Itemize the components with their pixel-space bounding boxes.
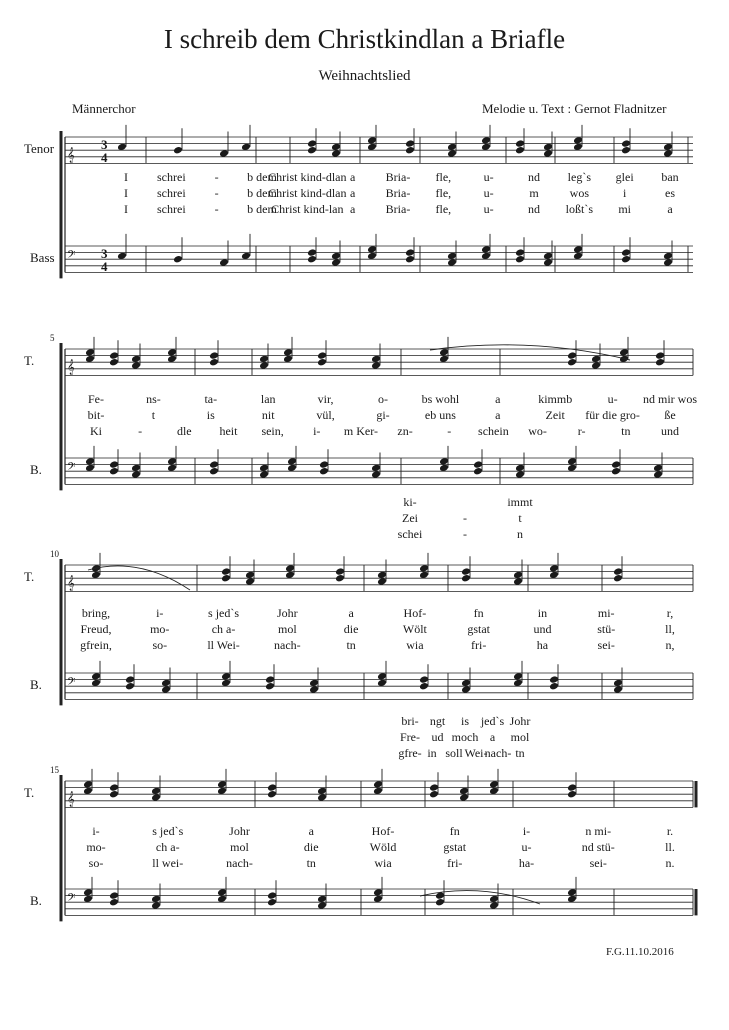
lyric-syllable: n mi- xyxy=(585,824,612,838)
notehead xyxy=(221,574,231,583)
lyric-syllable: b dem xyxy=(247,202,277,216)
notehead xyxy=(429,790,439,799)
time-signature-top: 3 xyxy=(101,246,108,261)
notehead xyxy=(405,146,415,155)
lyric-syllable: b dem xyxy=(247,170,277,184)
lyric-syllable: Fre- xyxy=(400,730,420,744)
lyric-syllable: I xyxy=(124,202,128,216)
staff-label-lower: B. xyxy=(30,677,42,692)
lyric-syllable: t xyxy=(151,408,156,422)
notehead xyxy=(567,790,577,799)
notehead xyxy=(461,567,471,576)
lyric-syllable: die xyxy=(343,622,359,636)
treble-clef-icon: 𝄞 xyxy=(67,359,75,374)
measure-number: 10 xyxy=(50,549,59,559)
notehead xyxy=(611,467,621,476)
notehead xyxy=(567,358,577,367)
lyric-syllable: glei xyxy=(615,170,634,184)
lyric-syllable: tn xyxy=(346,638,356,652)
lyric-syllable: die xyxy=(303,840,319,854)
notehead xyxy=(613,567,623,576)
subtitle: Weihnachtslied xyxy=(318,68,411,84)
notehead xyxy=(405,255,415,264)
lyric-syllable: u- xyxy=(521,840,532,854)
lyric-syllable: is xyxy=(460,714,470,728)
lyric-syllable: ll. xyxy=(665,840,675,854)
lyric-syllable: eb uns xyxy=(424,408,456,422)
measure-number: 5 xyxy=(50,333,55,343)
notehead xyxy=(307,146,317,155)
notehead xyxy=(335,574,345,583)
notehead xyxy=(473,460,483,469)
lyric-syllable: ll wei- xyxy=(152,856,184,870)
lyric-syllable: wo- xyxy=(528,424,547,438)
notehead xyxy=(109,358,119,367)
lyric-syllable: i- xyxy=(92,824,100,838)
notehead xyxy=(461,574,471,583)
lyric-syllable: a xyxy=(495,408,501,422)
notehead xyxy=(109,783,119,792)
lyric-syllable: ngt xyxy=(429,714,446,728)
notehead xyxy=(109,460,119,469)
lyric-syllable: mol xyxy=(510,730,530,744)
lyric-syllable: lan xyxy=(260,392,276,406)
lyric-syllable: vül, xyxy=(316,408,335,422)
notehead xyxy=(405,139,415,148)
lyric-syllable: ta- xyxy=(204,392,218,406)
notehead xyxy=(209,358,219,367)
lyric-syllable: nach- xyxy=(226,856,253,870)
staff-label-lower: B. xyxy=(30,893,42,908)
treble-clef-icon: 𝄞 xyxy=(67,147,75,162)
lyric-syllable: is xyxy=(206,408,215,422)
lyric-syllable: ban xyxy=(661,170,679,184)
lyric-syllable: schei xyxy=(397,527,423,541)
lyric-syllable: fle, xyxy=(435,170,452,184)
lyric-syllable: a xyxy=(667,202,673,216)
lyric-syllable: zn- xyxy=(397,424,413,438)
treble-clef-icon: 𝄞 xyxy=(67,791,75,806)
notehead xyxy=(613,574,623,583)
lyric-syllable: Hof- xyxy=(403,606,427,620)
lyric-syllable: heit xyxy=(219,424,238,438)
lyric-syllable: mol xyxy=(277,622,297,636)
lyric-syllable: I xyxy=(124,186,128,200)
notehead xyxy=(515,139,525,148)
lyric-syllable: jed`s xyxy=(480,714,505,728)
lyric-syllable: soll xyxy=(445,746,463,760)
notehead xyxy=(209,467,219,476)
lyric-syllable: ns- xyxy=(146,392,161,406)
lyric-syllable: nd stü- xyxy=(581,840,615,854)
notehead xyxy=(317,351,327,360)
lyric-syllable: so- xyxy=(88,856,104,870)
lyric-syllable: a xyxy=(350,170,356,184)
lyric-syllable: u- xyxy=(483,202,494,216)
lyric-syllable: mi- xyxy=(597,606,615,620)
bass-clef-icon: 𝄢 xyxy=(67,460,76,475)
lyric-syllable: - xyxy=(447,424,452,438)
title: I schreib dem Christkindlan a Briafle xyxy=(163,24,566,54)
lyric-syllable: schrei xyxy=(157,170,186,184)
notehead xyxy=(515,248,525,257)
notehead xyxy=(267,790,277,799)
notehead xyxy=(109,790,119,799)
lyric-syllable: u- xyxy=(483,170,494,184)
lyric-syllable: fle, xyxy=(435,186,452,200)
lyric-syllable: schrei xyxy=(157,202,186,216)
notehead xyxy=(125,675,135,684)
lyric-syllable: a xyxy=(350,186,356,200)
lyric-syllable: bri- xyxy=(401,714,419,728)
lyric-syllable: nach- xyxy=(484,746,512,760)
lyric-syllable: t xyxy=(518,511,522,525)
lyric-syllable: n, xyxy=(665,638,675,652)
lyric-syllable: m Ker- xyxy=(343,424,378,438)
lyric-syllable: ll Wei- xyxy=(207,638,240,652)
lyric-syllable: und xyxy=(533,622,552,636)
notehead xyxy=(611,460,621,469)
notehead xyxy=(307,255,317,264)
lyric-syllable: schein xyxy=(478,424,509,438)
lyric-syllable: a xyxy=(350,202,356,216)
notehead xyxy=(473,467,483,476)
lyric-syllable: Bria- xyxy=(385,170,411,184)
lyric-syllable: in xyxy=(427,746,437,760)
notehead xyxy=(405,248,415,257)
lyric-syllable: a xyxy=(489,730,496,744)
lyric-syllable: gi- xyxy=(376,408,390,422)
notehead xyxy=(307,248,317,257)
signature: F.G.11.10.2016 xyxy=(606,946,674,958)
measure-number: 15 xyxy=(50,765,59,775)
notehead xyxy=(265,682,275,691)
lyric-syllable: i- xyxy=(156,606,164,620)
notehead xyxy=(419,682,429,691)
lyric-syllable: nd xyxy=(528,170,540,184)
lyric-syllable: mo- xyxy=(86,840,106,854)
lyric-syllable: Bria- xyxy=(385,186,411,200)
lyric-syllable: ch a- xyxy=(211,622,236,636)
notehead xyxy=(549,682,559,691)
lyric-syllable: ll, xyxy=(665,622,675,636)
lyric-syllable: wia xyxy=(406,638,424,652)
notehead xyxy=(317,358,327,367)
lyric-syllable: o- xyxy=(378,392,388,406)
lyric-syllable: ud xyxy=(431,730,444,744)
notehead xyxy=(621,139,631,148)
notehead xyxy=(209,351,219,360)
lyric-syllable: wia xyxy=(374,856,392,870)
lyric-syllable: a xyxy=(348,606,354,620)
bass-clef-icon: 𝄢 xyxy=(67,248,76,263)
lyric-syllable: tn xyxy=(515,746,525,760)
lyric-syllable: Zeit xyxy=(545,408,565,422)
notehead xyxy=(109,467,119,476)
notehead xyxy=(335,567,345,576)
lyric-syllable: kimmb xyxy=(538,392,573,406)
lyric-syllable: a xyxy=(308,824,314,838)
lyric-syllable: ha- xyxy=(518,856,535,870)
notehead xyxy=(567,783,577,792)
lyric-syllable: Ki xyxy=(90,424,102,438)
notehead xyxy=(621,146,631,155)
lyric-syllable: - xyxy=(138,424,143,438)
lyric-syllable: gfrein, xyxy=(80,638,112,652)
notehead xyxy=(435,898,445,907)
lyric-syllable: nd mir wos xyxy=(643,392,697,406)
lyric-syllable: r. xyxy=(666,824,674,838)
time-signature-top: 3 xyxy=(101,137,108,152)
lyric-syllable: bring, xyxy=(81,606,111,620)
lyric-syllable: r- xyxy=(577,424,586,438)
lyric-syllable: u- xyxy=(607,392,618,406)
notehead xyxy=(265,675,275,684)
lyric-syllable: - xyxy=(463,511,467,525)
notehead xyxy=(109,351,119,360)
lyric-syllable: wos xyxy=(569,186,590,200)
notehead xyxy=(109,891,119,900)
lyric-syllable: moch xyxy=(451,730,479,744)
notehead xyxy=(567,351,577,360)
lyric-syllable: r, xyxy=(666,606,674,620)
lyric-syllable: Johr xyxy=(229,824,250,838)
lyric-syllable: vir, xyxy=(317,392,334,406)
lyric-syllable: nach- xyxy=(274,638,301,652)
lyric-syllable: nit xyxy=(261,408,275,422)
lyric-syllable: es xyxy=(665,186,675,200)
notehead xyxy=(267,783,277,792)
staff-label-lower: Bass xyxy=(30,250,55,265)
notehead xyxy=(221,567,231,576)
staff-label-upper: T. xyxy=(24,785,35,800)
lyric-syllable: fn xyxy=(473,606,484,620)
lyric-syllable: für die gro- xyxy=(585,408,640,422)
lyric-syllable: u- xyxy=(483,186,494,200)
lyric-syllable: fri- xyxy=(447,856,463,870)
notehead xyxy=(267,898,277,907)
lyric-syllable: nd xyxy=(528,202,540,216)
credits: Melodie u. Text : Gernot Fladnitzer xyxy=(482,101,667,116)
notehead xyxy=(209,460,219,469)
lyric-syllable: Freud, xyxy=(80,622,112,636)
notehead xyxy=(109,898,119,907)
lyric-syllable: - xyxy=(463,527,467,541)
notehead xyxy=(515,255,525,264)
lyric-syllable: Christ kind-lan xyxy=(271,202,344,216)
treble-clef-icon: 𝄞 xyxy=(67,575,75,590)
bass-clef-icon: 𝄢 xyxy=(67,891,76,906)
lyric-syllable: - xyxy=(214,186,219,200)
lyric-syllable: tn xyxy=(306,856,316,870)
notehead xyxy=(173,146,183,155)
lyric-syllable: leg`s xyxy=(567,170,591,184)
lyric-syllable: Hof- xyxy=(371,824,395,838)
lyric-syllable: i xyxy=(622,186,627,200)
notehead xyxy=(319,467,329,476)
lyric-syllable: ki- xyxy=(403,495,417,509)
lyric-syllable: stü- xyxy=(597,622,616,636)
notehead xyxy=(267,891,277,900)
lyric-syllable: n xyxy=(517,527,523,541)
lyric-syllable: m xyxy=(529,186,539,200)
choir-label: Männerchor xyxy=(72,101,136,116)
staff-label-upper: Tenor xyxy=(24,141,55,156)
notehead xyxy=(419,675,429,684)
lyric-syllable: in xyxy=(537,606,548,620)
time-signature-bottom: 4 xyxy=(101,259,108,274)
lyric-syllable: s jed`s xyxy=(152,824,184,838)
lyric-syllable: I xyxy=(124,170,128,184)
staff-label-upper: T. xyxy=(24,569,35,584)
notehead xyxy=(621,255,631,264)
lyric-syllable: sei- xyxy=(597,638,615,652)
lyric-syllable: Bria- xyxy=(385,202,411,216)
lyric-syllable: Zei xyxy=(402,511,418,525)
notehead xyxy=(655,351,665,360)
lyric-syllable: ch a- xyxy=(155,840,180,854)
lyric-syllable: fri- xyxy=(471,638,487,652)
lyric-syllable: sein, xyxy=(261,424,284,438)
notehead xyxy=(307,139,317,148)
lyric-syllable: ha xyxy=(536,638,549,652)
lyric-syllable: gstat xyxy=(467,622,491,636)
notehead xyxy=(549,675,559,684)
notehead xyxy=(515,146,525,155)
lyric-syllable: Johr xyxy=(276,606,298,620)
lyric-syllable: s jed`s xyxy=(208,606,240,620)
lyric-syllable: Johr xyxy=(509,714,531,728)
lyric-syllable: i- xyxy=(313,424,321,438)
lyric-syllable: so- xyxy=(152,638,168,652)
lyric-syllable: Wöld xyxy=(369,840,397,854)
notehead xyxy=(655,358,665,367)
bass-clef-icon: 𝄢 xyxy=(67,675,76,690)
lyric-syllable: mo- xyxy=(150,622,170,636)
lyric-syllable: dle xyxy=(176,424,192,438)
time-signature-bottom: 4 xyxy=(101,150,108,165)
lyric-syllable: Christ kind-dlan xyxy=(268,186,347,200)
notehead xyxy=(173,255,183,264)
lyric-syllable: gstat xyxy=(443,840,467,854)
lyric-syllable: fle, xyxy=(435,202,452,216)
lyric-syllable: bs wohl xyxy=(421,392,460,406)
lyric-syllable: b dem xyxy=(247,186,277,200)
lyric-syllable: loßt`s xyxy=(565,202,594,216)
notehead xyxy=(429,783,439,792)
lyric-syllable: und xyxy=(661,424,679,438)
lyric-syllable: Wölt xyxy=(402,622,427,636)
lyric-syllable: immt xyxy=(507,495,533,509)
notehead xyxy=(319,460,329,469)
lyric-syllable: Fe- xyxy=(88,392,104,406)
notehead xyxy=(125,682,135,691)
lyric-syllable: schrei xyxy=(157,186,186,200)
lyric-syllable: bit- xyxy=(87,408,105,422)
lyric-syllable: gfre- xyxy=(398,746,422,760)
lyric-syllable: sei- xyxy=(589,856,607,870)
staff-label-upper: T. xyxy=(24,353,35,368)
lyric-syllable: tn xyxy=(621,424,631,438)
lyric-syllable: Wei- xyxy=(464,746,488,760)
lyric-syllable: Christ kind-dlan xyxy=(268,170,347,184)
lyric-syllable: - xyxy=(214,170,219,184)
lyric-syllable: a xyxy=(495,392,501,406)
lyric-syllable: mi xyxy=(618,202,632,216)
staff-label-lower: B. xyxy=(30,462,42,477)
lyric-syllable: ße xyxy=(664,408,676,422)
lyric-syllable: - xyxy=(214,202,219,216)
lyric-syllable: fn xyxy=(449,824,460,838)
notehead xyxy=(621,248,631,257)
lyric-syllable: mol xyxy=(230,840,249,854)
lyric-syllable: i- xyxy=(522,824,531,838)
lyric-syllable: n. xyxy=(665,856,675,870)
